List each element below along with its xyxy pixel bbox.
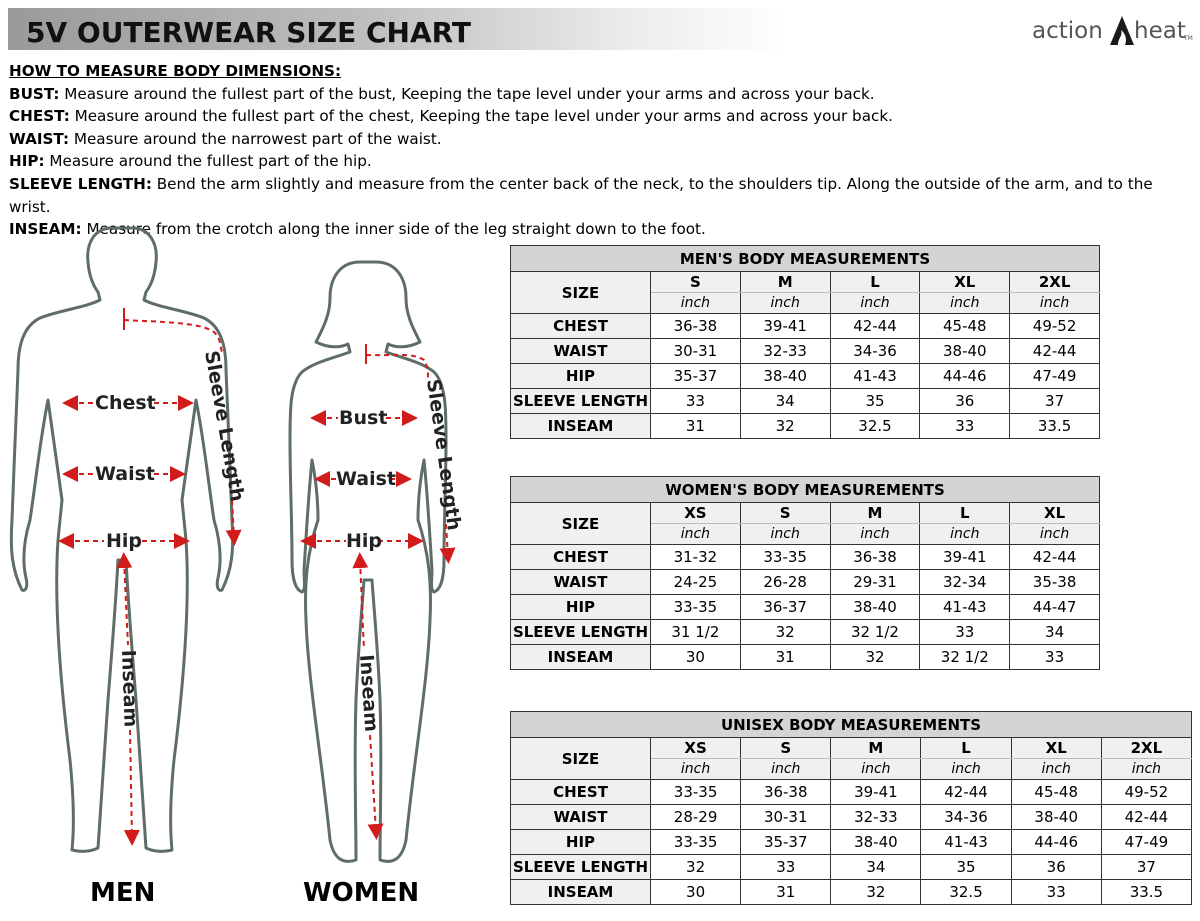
men-hip-label: Hip [106,530,143,552]
table-cell: 32 1/2 [920,645,1010,670]
table-cell: 44-47 [1010,595,1100,620]
table-cell: 32 [740,620,830,645]
women-silhouette [290,262,446,861]
table-title: MEN'S BODY MEASUREMENTS [511,246,1100,272]
row-label: INSEAM [511,414,651,439]
instruction-sleeve-length [9,173,1199,218]
flame-icon [1108,14,1136,46]
table-cell: 29-31 [830,570,920,595]
unit-label: inch [651,293,741,314]
table-row [511,830,1192,855]
table-cell: 30 [651,645,741,670]
table-cell: 30-31 [651,339,741,364]
table-row [511,595,1100,620]
instruction-text: Measure around the fullest part of the chest, Keeping the tape level under your arms and across your back. [69,107,893,126]
size-col-header: M [830,503,920,524]
table-cell: 38-40 [1011,805,1101,830]
measure-instructions [9,60,1199,241]
table-cell: 32.5 [830,414,920,439]
table-cell: 39-41 [740,314,830,339]
title-bar [8,8,788,50]
table-cell: 45-48 [1011,780,1101,805]
table-cell: 35 [921,855,1011,880]
men-waist-label: Waist [95,463,156,485]
table-cell: 36-38 [741,780,831,805]
table-cell: 32-34 [920,570,1010,595]
unit-label: inch [740,293,830,314]
unit-label: inch [740,524,830,545]
row-label: WAIST [511,570,651,595]
table-cell: 33 [920,620,1010,645]
table-cell: 42-44 [921,780,1011,805]
row-label: INSEAM [511,880,651,905]
table-cell: 36 [920,389,1010,414]
unit-label: inch [920,293,1010,314]
table-cell: 32 1/2 [830,620,920,645]
row-label: CHEST [511,545,651,570]
table-cell: 36-37 [740,595,830,620]
row-label: SLEEVE LENGTH [511,620,651,645]
table-cell: 36-38 [830,545,920,570]
table-cell: 47-49 [1010,364,1100,389]
table-row [511,855,1192,880]
table-cell: 36-38 [651,314,741,339]
men-measurements-table [510,245,1100,439]
table-cell: 42-44 [1010,339,1100,364]
table-cell: 34 [740,389,830,414]
table-cell: 41-43 [920,595,1010,620]
table-cell: 24-25 [651,570,741,595]
table-cell: 38-40 [830,595,920,620]
table-cell: 33-35 [651,830,741,855]
table-cell: 32-33 [831,805,921,830]
table-cell: 32.5 [921,880,1011,905]
size-col-header: XL [920,272,1010,293]
women-hip-label: Hip [346,530,383,552]
table-cell: 37 [1010,389,1100,414]
table-cell: 31 1/2 [651,620,741,645]
size-col-header: XS [651,738,741,759]
women-inseam-label: Inseam [355,653,383,733]
table-cell: 35-37 [741,830,831,855]
table-cell: 37 [1101,855,1191,880]
size-col-header: 2XL [1101,738,1191,759]
instruction-hip [9,150,1199,173]
table-cell: 34-36 [921,805,1011,830]
table-row [511,314,1100,339]
table-row [511,339,1100,364]
table-row [511,645,1100,670]
table-title: WOMEN'S BODY MEASUREMENTS [511,477,1100,503]
table-cell: 47-49 [1101,830,1191,855]
table-cell: 28-29 [651,805,741,830]
brand-logo-right: heat [1134,18,1186,44]
unit-label: inch [830,524,920,545]
table-cell: 33 [741,855,831,880]
table-cell: 34-36 [830,339,920,364]
instruction-waist [9,128,1199,151]
row-label: HIP [511,830,651,855]
table-row [511,570,1100,595]
table-cell: 49-52 [1101,780,1191,805]
unit-label: inch [651,759,741,780]
instruction-chest [9,105,1199,128]
brand-trademark: TM [1184,35,1193,42]
size-col-header: XL [1011,738,1101,759]
instruction-term: BUST: [9,84,60,103]
row-label: CHEST [511,314,651,339]
row-label: HIP [511,595,651,620]
table-cell: 33 [1011,880,1101,905]
unit-label: inch [831,759,921,780]
row-label: SLEEVE LENGTH [511,389,651,414]
brand-logo-left: action [1032,18,1103,44]
table-cell: 32 [831,880,921,905]
unit-label: inch [921,759,1011,780]
table-cell: 42-44 [1101,805,1191,830]
unit-label: inch [1011,759,1101,780]
table-cell: 33-35 [651,595,741,620]
brand-logo [1030,14,1195,48]
unit-label: inch [741,759,831,780]
size-header: SIZE [511,503,651,545]
table-cell: 38-40 [831,830,921,855]
instruction-text: Measure around the fullest part of the hip. [44,152,372,171]
table-row [511,880,1192,905]
table-cell: 33.5 [1101,880,1191,905]
instruction-text: Measure around the narrowest part of the waist. [69,129,442,148]
table-cell: 44-46 [920,364,1010,389]
table-cell: 30 [651,880,741,905]
women-caption: WOMEN [303,878,420,908]
unisex-measurements-table [510,711,1192,905]
table-cell: 36 [1011,855,1101,880]
men-chest-label: Chest [95,392,156,414]
table-cell: 34 [1010,620,1100,645]
table-row [511,620,1100,645]
instructions-heading: HOW TO MEASURE BODY DIMENSIONS: [9,62,342,80]
table-cell: 44-46 [1011,830,1101,855]
table-cell: 42-44 [830,314,920,339]
page-title: 5V OUTERWEAR SIZE CHART [26,16,472,49]
instruction-text: Measure from the crotch along the inner side of the leg straight down to the foot. [81,220,706,239]
unit-label: inch [920,524,1010,545]
table-cell: 39-41 [831,780,921,805]
men-caption: MEN [90,878,156,908]
men-sleeve-label: Sleeve Length [200,349,249,504]
table-cell: 38-40 [920,339,1010,364]
size-col-header: M [831,738,921,759]
table-cell: 33.5 [1010,414,1100,439]
size-col-header: S [741,738,831,759]
women-measurements-table [510,476,1100,670]
size-header: SIZE [511,272,651,314]
table-cell: 49-52 [1010,314,1100,339]
size-col-header: XS [651,503,741,524]
instruction-term: HIP: [9,152,45,171]
table-cell: 35-37 [651,364,741,389]
table-cell: 45-48 [920,314,1010,339]
row-label: HIP [511,364,651,389]
table-cell: 31 [740,645,830,670]
table-cell: 33 [651,389,741,414]
table-cell: 38-40 [740,364,830,389]
unit-label: inch [1101,759,1191,780]
unit-label: inch [651,524,741,545]
size-col-header: L [830,272,920,293]
table-cell: 32-33 [740,339,830,364]
table-cell: 41-43 [830,364,920,389]
table-cell: 33-35 [651,780,741,805]
size-col-header: L [921,738,1011,759]
table-cell: 39-41 [920,545,1010,570]
table-cell: 31 [741,880,831,905]
row-label: CHEST [511,780,651,805]
table-cell: 32 [740,414,830,439]
table-row [511,389,1100,414]
unit-label: inch [830,293,920,314]
instruction-text: Bend the arm slightly and measure from the center back of the neck, to the shoulders tip. Along the outside of the arm, and to the wrist. [9,174,1153,216]
unit-label: inch [1010,293,1100,314]
table-cell: 33 [920,414,1010,439]
table-row [511,805,1192,830]
instruction-bust [9,83,1199,106]
women-sleeve-label: Sleeve Length [422,377,466,532]
instruction-term: CHEST: [9,107,70,126]
instruction-text: Measure around the fullest part of the bust, Keeping the tape level under your arms and across your back. [59,84,875,103]
size-header: SIZE [511,738,651,780]
unit-label: inch [1010,524,1100,545]
table-cell: 32 [830,645,920,670]
row-label: SLEEVE LENGTH [511,855,651,880]
table-row [511,780,1192,805]
table-cell: 33 [1010,645,1100,670]
size-col-header: S [740,503,830,524]
table-row [511,414,1100,439]
instruction-term: INSEAM: [9,220,82,239]
table-cell: 31 [651,414,741,439]
table-cell: 41-43 [921,830,1011,855]
men-inseam-label: Inseam [117,649,142,728]
table-cell: 32 [651,855,741,880]
body-figures [0,220,480,920]
row-label: WAIST [511,805,651,830]
table-title: UNISEX BODY MEASUREMENTS [511,712,1192,738]
women-bust-label: Bust [339,407,388,429]
table-row [511,545,1100,570]
row-label: INSEAM [511,645,651,670]
table-cell: 33-35 [740,545,830,570]
size-col-header: XL [1010,503,1100,524]
instruction-term: WAIST: [9,129,70,148]
table-row [511,364,1100,389]
row-label: WAIST [511,339,651,364]
size-col-header: M [740,272,830,293]
table-cell: 26-28 [740,570,830,595]
women-waist-label: Waist [336,468,397,490]
size-col-header: 2XL [1010,272,1100,293]
table-cell: 31-32 [651,545,741,570]
size-col-header: S [651,272,741,293]
table-cell: 35 [830,389,920,414]
table-cell: 42-44 [1010,545,1100,570]
size-col-header: L [920,503,1010,524]
table-cell: 30-31 [741,805,831,830]
instruction-term: SLEEVE LENGTH: [9,174,152,193]
table-cell: 34 [831,855,921,880]
table-cell: 35-38 [1010,570,1100,595]
